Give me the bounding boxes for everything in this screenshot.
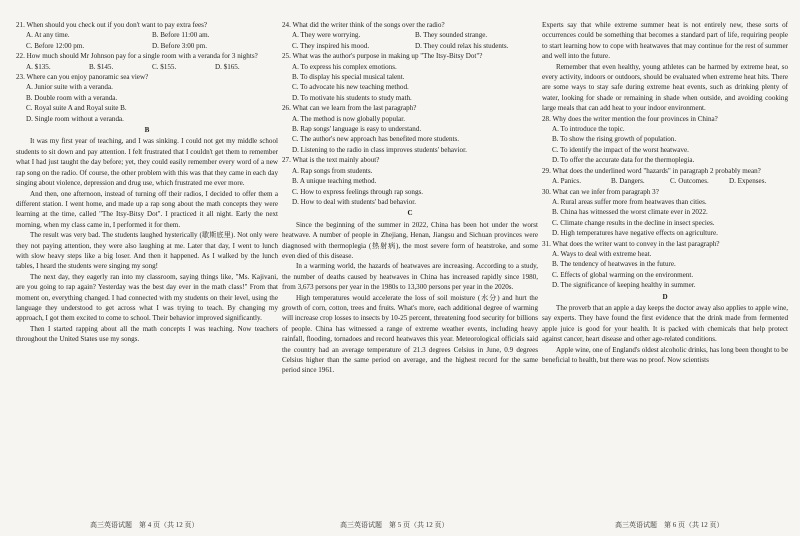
option: D. Before 3:00 pm. xyxy=(152,41,207,50)
option: D. $165. xyxy=(215,62,240,71)
question-22-options xyxy=(26,62,278,72)
option: B. Dangers. xyxy=(611,177,645,186)
option: A. Junior suite with a veranda. xyxy=(26,83,113,92)
question-29-options xyxy=(552,176,788,186)
passage-paragraph: Apple wine, one of England's oldest alcoholic drinks, has long been thought to be beneficial to health, but there was no proof. Now scientists xyxy=(542,345,788,364)
question-24-options xyxy=(292,30,538,51)
column-left xyxy=(16,20,278,345)
option: A. $135. xyxy=(26,62,51,71)
section-heading-c: C xyxy=(407,209,413,218)
option: C. To identify the impact of the worst heatwave. xyxy=(552,145,689,154)
question-28: 28. Why does the writer mention the four provinces in China? xyxy=(542,114,718,123)
question-25: 25. What was the author's purpose in making up "The Itsy-Bitsy Dot"? xyxy=(282,52,483,61)
option: C. How to express feelings through rap songs. xyxy=(292,187,424,196)
option: D. High temperatures have negative effects on agriculture. xyxy=(552,229,718,238)
option: A. To express his complex emotions. xyxy=(292,62,397,71)
question-31: 31. What does the writer want to convey in the last paragraph? xyxy=(542,239,720,248)
option: B. The tendency of heatwaves in the future. xyxy=(552,260,676,269)
option: B. To display his special musical talent. xyxy=(292,73,405,82)
section-heading-b: B xyxy=(144,126,150,135)
question-21-options xyxy=(26,30,278,51)
question-24: 24. What did the writer think of the songs over the radio? xyxy=(282,21,445,29)
option: A. At any time. xyxy=(26,31,70,40)
option: A. Rural areas suffer more from heatwaves than cities. xyxy=(552,197,707,206)
option: A. Rap songs from students. xyxy=(292,166,373,175)
column-right xyxy=(542,20,788,365)
option: C. They inspired his mood. xyxy=(292,41,370,50)
passage-paragraph: Remember that even healthy, young athletes can be harmed by extreme heat, so every activity, indoors or outdoors, should be evaluated when extreme heat hits. There are some ways to stay safe during extreme heat events, such as drinking plenty of water, looking for shade or remaining in shade when outside, and avoiding cooking large meals that can add heat to your indoor environment. xyxy=(542,62,788,113)
option: C. The author's new approach has benefited more students. xyxy=(292,135,460,144)
option: C. $155. xyxy=(152,62,177,71)
option: D. They could relax his students. xyxy=(415,41,509,50)
option: D. To motivate his students to study math. xyxy=(292,93,412,102)
passage-paragraph: The proverb that an apple a day keeps the doctor away also applies to apple wine, say experts. They have found the first evidence that the drink made from fermented apple juice is good for your health. It is packed with chemicals that help protect against cancer, heart disease and other age-related conditions. xyxy=(542,303,788,344)
section-heading-d: D xyxy=(662,292,668,301)
option: D. To offer the accurate data for the thermoplegia. xyxy=(552,156,695,165)
page-footer: 高三英语试题 第 4 页（共 12 页） xyxy=(90,521,199,529)
option: B. $145. xyxy=(89,62,114,71)
option: A. Panics. xyxy=(552,177,581,186)
passage-paragraph: The next day, they eagerly ran into my classroom, saying things like, "Ms. Kajivani, are you going to rap again? Yesterday was the best day ever in the math class!" From that moment on, everything changed. I had connected with my students on their level, using the language they understood to get across what I was trying to teach. By changing my approach, I got them excited to come to school. Their behavior improved significantly. xyxy=(16,272,278,323)
option: B. A unique teaching method. xyxy=(292,177,377,186)
question-23: 23. Where can you enjoy panoramic sea view? xyxy=(16,73,149,82)
option: B. To show the rising growth of population. xyxy=(552,135,677,144)
option: D. How to deal with students' bad behavior. xyxy=(292,197,417,206)
option: C. Before 12:00 pm. xyxy=(26,41,85,50)
option: D. Single room without a veranda. xyxy=(26,114,124,123)
option: C. To advocate his new teaching method. xyxy=(292,83,409,92)
passage-paragraph: And then, one afternoon, instead of turning off their radios, I decided to offer them a different station. I went home, and made up a rap song about the math concepts they were learning at the time, called "The Itsy-Bitsy Dot". I practiced it all night. Early the next morning, when my class came in, I performed it for them. xyxy=(16,189,278,229)
option: C. Effects of global warming on the environment. xyxy=(552,270,694,279)
option: A. To introduce the topic. xyxy=(552,125,625,134)
question-22: 22. How much should Mr Johnson pay for a single room with a veranda for 3 nights? xyxy=(16,52,258,61)
passage-paragraph: Experts say that while extreme summer heat is not entirely new, these sorts of occurrences could be something that becomes a standard part of life, requiring people to start learning how to cope with heatwaves that may continue for the rest of summer and well into the future. xyxy=(542,21,788,61)
question-26: 26. What can we learn from the last paragraph? xyxy=(282,104,417,113)
option: A. Ways to deal with extreme heat. xyxy=(552,249,652,258)
question-30: 30. What can we infer from paragraph 3? xyxy=(542,187,659,196)
option: B. China has witnessed the worst climate ever in 2022. xyxy=(552,208,708,217)
option: D. Listening to the radio in class improves students' behavior. xyxy=(292,145,467,154)
passage-paragraph: It was my first year of teaching, and I was sinking. I could not get my middle school students to sit down and pay attention. I felt frustrated that I couldn't get them to remember what I had just taught the day before; yet, they could easily remember every word of a new rap song on the radio. Of course, the other problem with this was that they came in each day singing about violence, depression and drug use, which frustrated me ever more. xyxy=(16,137,278,188)
page-footer: 高三英语试题 第 5 页（共 12 页） xyxy=(340,521,449,529)
option: B. Rap songs' language is easy to understand. xyxy=(292,125,422,134)
column-middle xyxy=(282,20,538,376)
option: D. The significance of keeping healthy in summer. xyxy=(552,281,696,290)
option: C. Climate change results in the decline in insect species. xyxy=(552,218,715,227)
question-21: 21. When should you check out if you don't want to pay extra fees? xyxy=(16,21,208,29)
passage-paragraph: The result was very bad. The students laughed hysterically (歇斯底里). Not only were they not paying attention, they were also laughing at me. Later that day, I went to lunch with slow heavy steps like a big loser. And then it happened. As I walked by the lunch tables, I heard the students were singing my song! xyxy=(16,231,278,271)
page-footer: 高三英语试题 第 6 页（共 12 页） xyxy=(615,521,724,529)
passage-paragraph: Since the beginning of the summer in 2022, China has been hot under the worst heatwave. A number of people in Zhejiang, Henan, Jiangsu and Sichuan provinces were diagnosed with thermoplegia (热射病), the most severe form of heatstroke, and some even died of this disease. xyxy=(282,220,538,260)
option: B. They sounded strange. xyxy=(415,31,488,40)
option: D. Expenses. xyxy=(729,177,767,186)
question-29: 29. What does the underlined word "hazards" in paragraph 2 probably mean? xyxy=(542,166,761,175)
option: A. The method is now globally popular. xyxy=(292,114,405,123)
passage-paragraph: High temperatures would accelerate the loss of soil moisture (水分) and hurt the growth of corn, cotton, trees and fruits. What's more, each additional degree of warming will increase crop losses to insects by 10-25 percent, threatening food security for billions of people. China has witnessed a range of extreme weather events, including heavy rainfall, flooding, tornadoes and record heatwaves this year. Meteorological officials said the country had an average temperature of 21.3 degrees Celsius in June, 0.9 degrees Celsius higher than the same period on average, and the highest record for the same period since 1961. xyxy=(282,293,538,375)
question-27: 27. What is the text mainly about? xyxy=(282,156,380,165)
option: B. Double room with a veranda. xyxy=(26,93,118,102)
option: B. Before 11:00 am. xyxy=(152,31,210,40)
option: C. Royal suite A and Royal suite B. xyxy=(26,104,127,113)
option: A. They were worrying. xyxy=(292,31,361,40)
passage-paragraph: Then I started rapping about all the math concepts I was teaching. Now teachers throughout the United States use my songs. xyxy=(16,324,278,344)
option: C. Outcomes. xyxy=(670,177,709,186)
passage-paragraph: In a warming world, the hazards of heatwaves are increasing. According to a study, the number of deaths caused by heatwaves in China has increased rapidly since 1980, from 3,673 persons per year in the 1980s to 13,300 persons per year in the 2020s. xyxy=(282,262,538,292)
